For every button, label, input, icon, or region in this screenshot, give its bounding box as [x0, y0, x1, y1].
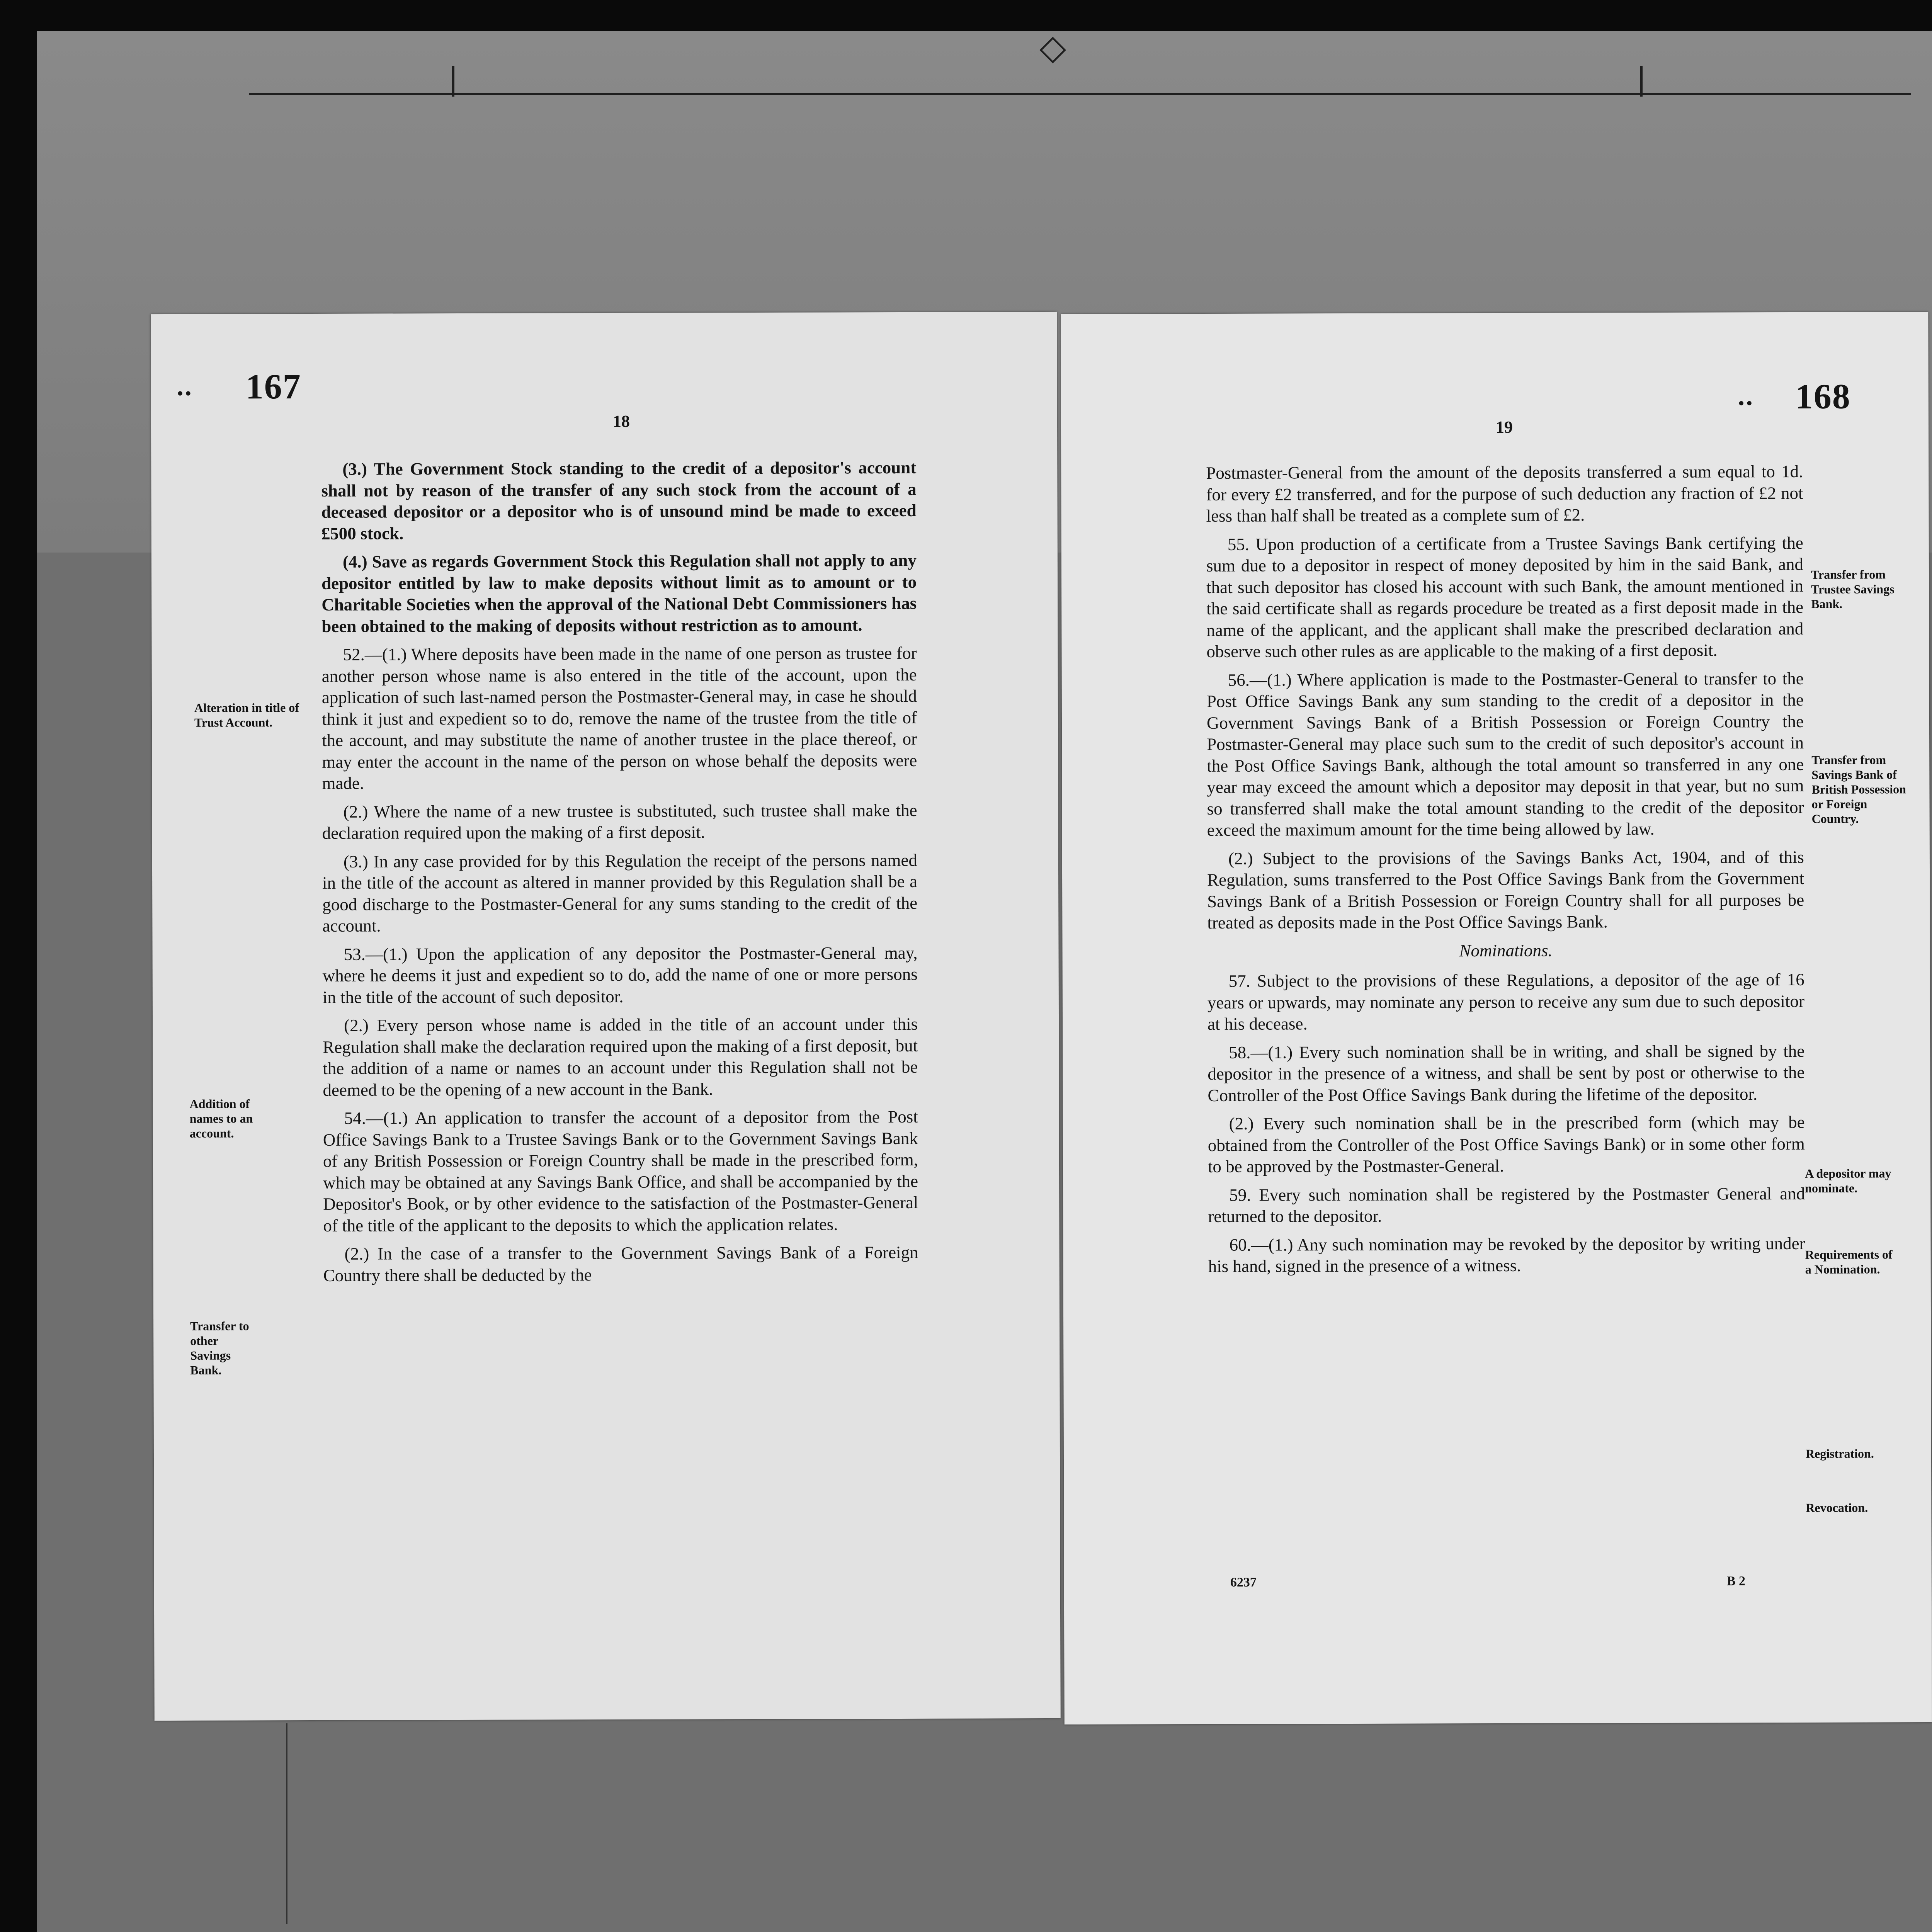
margin-note: Transfer from Savings Bank of British Possession or Foreign Country.: [1811, 753, 1906, 826]
margin-note: A depositor may nominate.: [1805, 1166, 1891, 1195]
margin-note: Addition of names to an account.: [189, 1097, 253, 1140]
left-page: [151, 312, 1061, 1721]
folio-number: 167: [245, 367, 301, 406]
page-number: 18: [612, 412, 630, 431]
margin-note: Revocation.: [1806, 1500, 1868, 1515]
paragraph: (2.) Subject to the provisions of the Savings Banks Act, 1904, and of this Regulation, sums transferred to the Post Office Savings Bank from the Government Savings Bank of a British Possession or Foreign Country shall for all purposes be treated as deposits made in the Post Office Savings Bank.: [1207, 847, 1804, 932]
paragraph: 54.—(1.) An application to transfer the account of a depositor from the Post Office Savings Bank to a Trustee Savings Bank or to the Government Savings Bank of any British Possession or Foreign Country shall be made in the prescribed form, which may be obtained at any Savings Bank Office, and shall be accompanied by the Depositor's Book, or by other evidence to the satisfaction of the Postmaster-General of the title of the applicant to the deposits to which the application relates.: [323, 1107, 918, 1235]
backdrop-rule: [249, 93, 1911, 95]
print-code: 6237: [1230, 1575, 1257, 1590]
backdrop-vertical-rule: [286, 1723, 287, 1924]
right-page: [1061, 312, 1932, 1725]
paragraph: 57. Subject to the provisions of these Regulations, a depositor of the age of 16 years or upwards, may nominate any person to receive any sum due to such depositor at his decease.: [1207, 969, 1804, 1034]
paragraph: (3.) The Government Stock standing to the credit of a depositor's account shall not by reason of the transfer of any such stock from the account of a deceased depositor or a depositor who is of unsound mind be made to exceed £500 stock.: [321, 457, 917, 543]
page-number: 19: [1495, 417, 1513, 437]
paragraph: 59. Every such nomination shall be registered by the Postmaster General and returned to the depositor.: [1208, 1184, 1805, 1226]
paragraph: (2.) In the case of a transfer to the Government Savings Bank of a Foreign Country there shall be deducted by the: [323, 1242, 918, 1285]
paragraph: 52.—(1.) Where deposits have been made in the name of one person as trustee for another person whose name is also entered in the title of the account, upon the application of such last-named person the Postmaster-General may, in case he should think it just and expedient so to do, remove the name of the trustee from the title of the account, and may substitute the name of another trustee in the place thereof, or may enter the account in the name of the person on whose behalf the deposits were made.: [321, 643, 917, 793]
margin-note: Requirements of a Nomination.: [1805, 1247, 1893, 1276]
margin-note: Transfer from Trustee Savings Bank.: [1811, 567, 1895, 611]
left-body-text: [321, 457, 918, 1293]
margin-note: Alteration in title of Trust Account.: [194, 701, 299, 730]
paragraph: (2.) Where the name of a new trustee is substituted, such trustee shall make the declaration required upon the making of a first deposit.: [322, 800, 917, 843]
margin-note: Transfer to other Savings Bank.: [190, 1319, 249, 1377]
paragraph: 55. Upon production of a certificate from a Trustee Savings Bank certifying the sum due to a depositor in respect of money deposited by him in the said Bank, and that such depositor has closed his account with such Bank, the amount mentioned in the said certificate shall as regards procedure be treated as a first deposit made in the name of the applicant, and the applicant shall make the prescribed declaration and observe such other rules as are applicable to the making of a first deposit.: [1206, 533, 1804, 661]
paragraph: (3.) In any case provided for by this Regulation the receipt of the persons named in the title of the account as altered in manner provided by this Regulation shall be a good discharge to the Postmaster-General for any sums standing to the credit of the account.: [322, 850, 918, 935]
folio-marks: ..: [176, 374, 192, 401]
paragraph: 60.—(1.) Any such nomination may be revoked by the depositor by writing under his hand, signed in the presence of a witness.: [1208, 1233, 1805, 1276]
section-heading: Nominations.: [1459, 940, 1553, 960]
right-body-text: [1206, 461, 1805, 1284]
folio-marks: ..: [1737, 384, 1753, 411]
backdrop-chevron-mark: ◇: [1039, 27, 1066, 68]
paragraph: Postmaster-General from the amount of the deposits transferred a sum equal to 1d. for every £2 transferred, and for the purpose of such deduction any fraction of £2 not less than half shall be treated as a complete sum of £2.: [1206, 461, 1803, 526]
paragraph: (4.) Save as regards Government Stock this Regulation shall not apply to any depositor entitled by law to make deposits without limit as to amount or to Charitable Societies when the approval of the National Debt Commissioners has been obtained to the making of deposits without restriction as to amount.: [321, 550, 917, 636]
paragraph: (2.) Every person whose name is added in the title of an account under this Regulation shall make the declaration required upon the making of a first deposit, but the addition of a name or names to an account under this Regulation shall not be deemed to be the opening of a new account in the Bank.: [323, 1014, 918, 1100]
paragraph: 56.—(1.) Where application is made to the Postmaster-General to transfer to the Post Office Savings Bank any sum standing to the credit of a depositor in the Government Savings Bank of a British Possession or Foreign Country the Postmaster-General may place such sum to the credit of such depositor's account in the Post Office Savings Bank, although the total amount so transferred in any one year may exceed the amount which a depositor may deposit in that year, but no sum so transferred shall make the total amount standing to the credit of the depositor exceed the maximum amount for the time being allowed by law.: [1206, 668, 1804, 840]
backdrop-tick: [1640, 66, 1643, 97]
paragraph: (2.) Every such nomination shall be in the prescribed form (which may be obtained from the Controller of the Post Office Savings Bank) or in some other form to be approved by the Postmaster-General.: [1208, 1112, 1805, 1176]
paragraph: 53.—(1.) Upon the application of any depositor the Postmaster-General may, where he deems it just and expedient so to do, add the name of one or more persons in the title of the account of such depositor.: [322, 943, 918, 1007]
backdrop-tick: [452, 66, 454, 97]
margin-note: Registration.: [1805, 1446, 1874, 1461]
signature-mark: B 2: [1726, 1574, 1746, 1588]
folio-number: 168: [1795, 376, 1851, 416]
paragraph: 58.—(1.) Every such nomination shall be in writing, and shall be signed by the depositor in the presence of a witness, and shall be sent by post or otherwise to the Controller of the Post Office Savings Bank during the lifetime of the depositor.: [1208, 1041, 1805, 1105]
